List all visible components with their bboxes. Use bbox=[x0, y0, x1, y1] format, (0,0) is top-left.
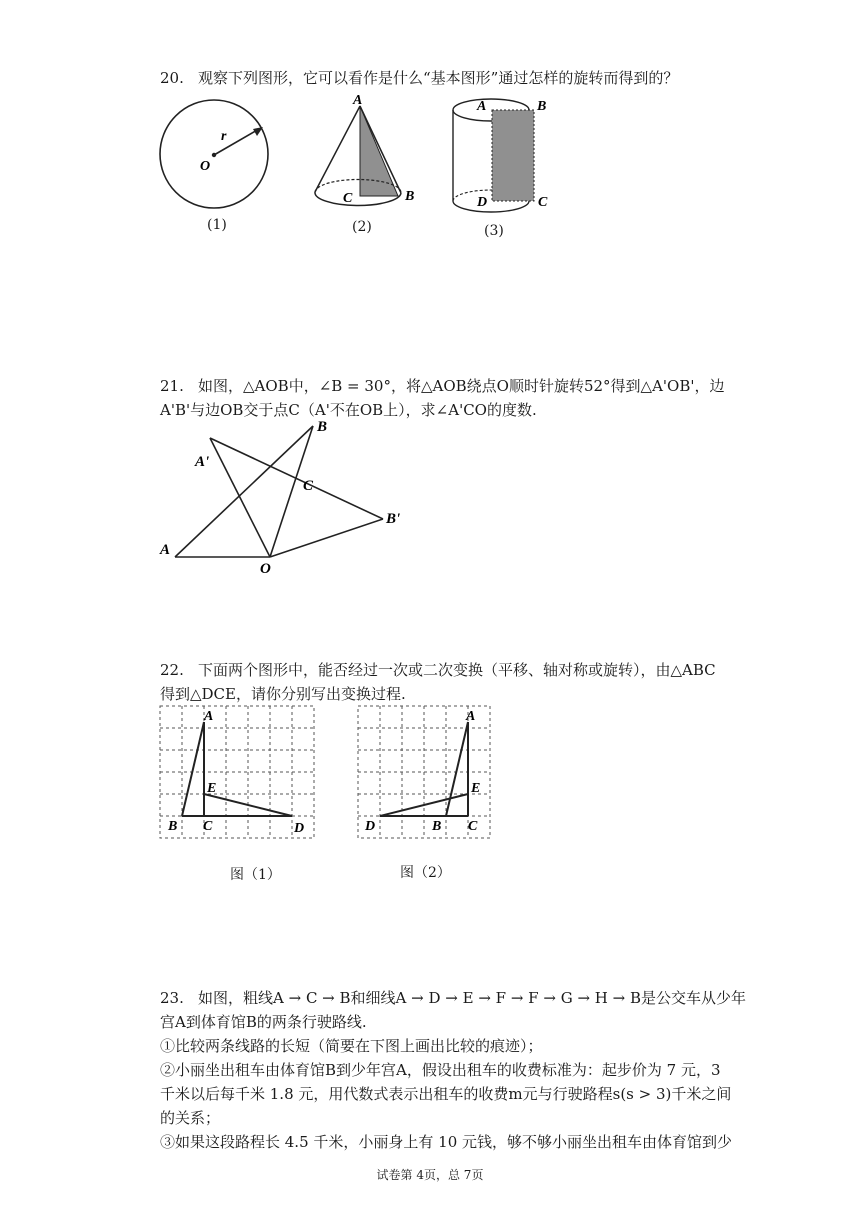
q21-stem-line1 bbox=[160, 376, 724, 396]
q22-fig1-label-e: E bbox=[207, 781, 217, 796]
q22-text-2: 得到△DCE，请你分别写出变换过程. bbox=[160, 685, 406, 703]
q21-label-o: O bbox=[260, 561, 271, 577]
q22-fig1-label-d: D bbox=[294, 821, 305, 836]
q20-fig1-circle bbox=[160, 100, 268, 208]
q23-text-6: 的关系； bbox=[160, 1109, 221, 1127]
q21-label-b-prime: B' bbox=[386, 511, 401, 527]
q22-fig2-label-b: B bbox=[432, 819, 442, 834]
q21-text-1: 如图，△AOB中，∠B = 30°，将△AOB绕点O顺时针旋转52°得到△A'OB'，边 bbox=[198, 377, 725, 395]
q21-label-a-prime: A' bbox=[195, 454, 210, 470]
q20-text: 观察下列图形，它可以看作是什么“基本图形”通过怎样的旋转而得到的？ bbox=[198, 69, 679, 87]
q21-text-2: A'B'与边OB交于点C（A'不在OB上），求∠A'CO的度数. bbox=[160, 401, 537, 419]
q20-fig3-cylinder bbox=[453, 99, 548, 212]
q22-number: 22. bbox=[160, 661, 184, 679]
q22-stem-line2 bbox=[160, 684, 406, 704]
q23-text-1: 如图，粗线A → C → B和细线A → D → E → F → F → G → H → B是公交车从少年 bbox=[198, 989, 746, 1007]
q20-fig3-label-a: A bbox=[477, 99, 487, 114]
q22-fig1-label-a: A bbox=[204, 709, 214, 724]
q23-text-5: 千米以后每千米 1.8 元，用代数式表示出租车的收费m元与行驶路程s(s > 3)千米之间 bbox=[160, 1085, 732, 1103]
q22-fig2-label-c: C bbox=[468, 819, 478, 834]
q20-fig2-cone bbox=[315, 93, 414, 206]
q22-fig2-label-d: D bbox=[365, 819, 376, 834]
q20-fig1-label-r: r bbox=[221, 129, 227, 144]
q23-number: 23. bbox=[160, 989, 184, 1007]
q20-fig3-label-d: D bbox=[477, 195, 488, 210]
q22-fig2-label-a: A bbox=[466, 709, 476, 724]
q23-stem-line6 bbox=[160, 1108, 220, 1128]
q21-stem-line2 bbox=[160, 400, 537, 420]
q21-number: 21. bbox=[160, 377, 184, 395]
q20-fig2-label-a: A bbox=[353, 93, 363, 108]
q20-caption-3: (3) bbox=[484, 223, 504, 239]
q23-text-3: ①比较两条线路的长短（简要在下图上画出比较的痕迹）； bbox=[160, 1037, 543, 1055]
q21-figure bbox=[155, 418, 415, 580]
q20-fig2-label-b: B bbox=[405, 189, 415, 204]
q23-stem-line1 bbox=[160, 988, 746, 1008]
q23-stem-line3 bbox=[160, 1036, 543, 1056]
q23-stem-line4 bbox=[160, 1060, 720, 1080]
q23-text-2: 宫A到体育馆B的两条行驶路线. bbox=[160, 1013, 367, 1031]
q22-fig1-label-c: C bbox=[203, 819, 213, 834]
q20-fig3-label-c: C bbox=[538, 195, 548, 210]
q20-stem bbox=[160, 68, 678, 88]
q21-label-b: B bbox=[317, 419, 328, 435]
q22-text-1: 下面两个图形中，能否经过一次或二次变换（平移、轴对称或旋转），由△ABC bbox=[198, 661, 716, 679]
q22-grid-figure-2 bbox=[356, 704, 494, 842]
q23-stem-line2 bbox=[160, 1012, 367, 1032]
page-footer: 试卷第 4页，总 7页 bbox=[376, 1168, 484, 1182]
q23-text-7: ③如果这段路程长 4.5 千米，小丽身上有 10 元钱，够不够小丽坐出租车由体育馆到少 bbox=[160, 1133, 733, 1151]
q20-caption-2: (2) bbox=[352, 219, 372, 235]
q23-stem-line5 bbox=[160, 1084, 731, 1104]
q22-caption-2: 图（2） bbox=[400, 865, 451, 881]
q23-text-4: ②小丽坐出租车由体育馆B到少年宫A，假设出租车的收费标准为：起步价为 7 元，3 bbox=[160, 1061, 721, 1079]
q20-caption-1: (1) bbox=[207, 217, 227, 233]
q22-fig1-label-b: B bbox=[168, 819, 178, 834]
q22-stem-line1 bbox=[160, 660, 716, 680]
q20-fig2-label-c: C bbox=[343, 191, 353, 206]
q22-grid-figure-1 bbox=[158, 704, 318, 842]
q21-label-a: A bbox=[160, 542, 171, 558]
q20-number: 20. bbox=[160, 69, 184, 87]
q20-fig3-label-b: B bbox=[537, 99, 547, 114]
q22-fig2-label-e: E bbox=[471, 781, 481, 796]
q23-stem-line7 bbox=[160, 1132, 732, 1152]
q21-label-c: C bbox=[303, 478, 314, 494]
q20-fig1-label-o: O bbox=[200, 159, 211, 174]
q22-caption-1: 图（1） bbox=[230, 867, 281, 883]
